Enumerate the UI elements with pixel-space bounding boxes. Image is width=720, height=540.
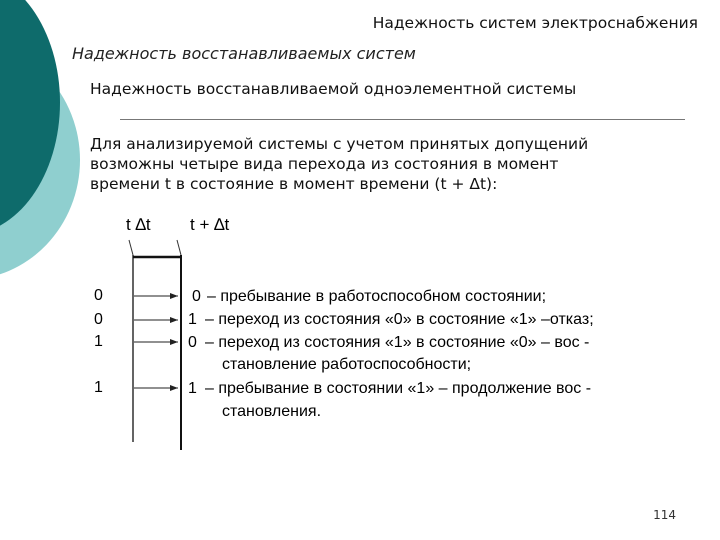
result-state: 0 — [188, 334, 197, 351]
header-title: Надежность систем электроснабжения — [372, 14, 698, 32]
page-number: 114 — [653, 508, 676, 522]
initial-state: 1 — [94, 379, 103, 396]
time-label-t-dt: t ∆t — [126, 215, 151, 234]
result-state: 1 — [188, 311, 197, 328]
result-state: 0 — [192, 288, 201, 305]
time-tick-right — [177, 240, 181, 255]
time-tick-left — [129, 240, 133, 255]
intro-line: возможны четыре вида перехода из состояния в момент — [90, 155, 559, 173]
intro-line: Для анализируемой системы с учетом принятых допущений — [90, 135, 589, 153]
result-state: 1 — [188, 380, 197, 397]
transition-description-continued: становление работоспособности; — [222, 356, 472, 373]
transition-description-continued: становления. — [222, 403, 322, 420]
time-label-t-plus-dt: t + ∆t — [190, 215, 230, 234]
section-title: Надежность восстанавливаемых систем — [72, 44, 416, 63]
intro-line: времени t в состояние в момент времени (t + Δt): — [90, 175, 498, 193]
transition-description: – переход из состояния «1» в состояние «0» – вос - — [205, 334, 590, 351]
transition-description: – пребывание в состоянии «1» – продолжение вос - — [205, 380, 592, 397]
initial-state: 0 — [94, 311, 103, 328]
transition-description: – переход из состояния «0» в состояние «1» –отказ; — [205, 311, 594, 328]
initial-state: 1 — [94, 333, 103, 350]
transition-description: – пребывание в работоспособном состоянии; — [207, 288, 547, 305]
slide-title: Надежность восстанавливаемой одноэлементной системы — [90, 80, 577, 98]
initial-state: 0 — [94, 287, 103, 304]
